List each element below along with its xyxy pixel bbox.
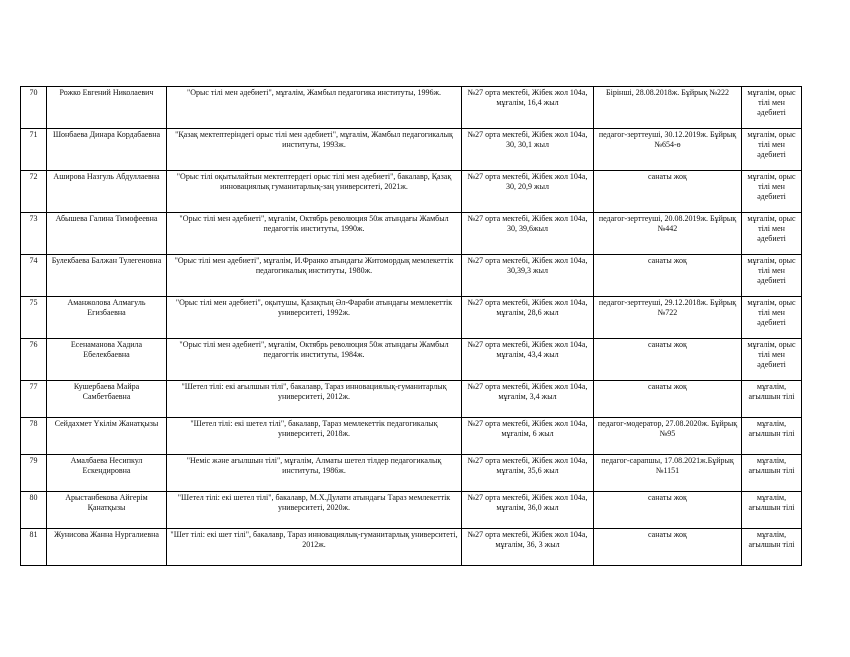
table-row <box>21 213 802 255</box>
table-row <box>21 492 802 529</box>
education-cell: "Шетел тілі: екі шетел тілі", бакалавр, М.Х.Дулати атындағы Тараз мемлекеттік университеті, 2020ж. <box>167 492 462 529</box>
category-cell: санаты жоқ <box>594 255 742 297</box>
workplace-cell: №27 орта мектебі, Жібек жол 104а, мұғалім, 36,0 жыл <box>462 492 594 529</box>
education-cell: "Неміс және ағылшын тілі", мұғалім, Алматы шетел тілдер педагогикалық институты, 1986ж. <box>167 455 462 492</box>
workplace-cell: №27 орта мектебі, Жібек жол 104а, мұғалім, 6 жыл <box>462 418 594 455</box>
education-cell: "Шет тілі: екі шет тілі", бакалавр, Тараз инновациялық-гуманитарлық университеті, 2012ж. <box>167 529 462 566</box>
name-cell: Шонбаева Динара Кордабаевна <box>47 129 167 171</box>
education-cell: "Қазақ мектептеріндегі орыс тілі мен әдебиеті", мұғалім, Жамбыл педагогикалық институты, 1993ж. <box>167 129 462 171</box>
position-cell: мұғалім, орыс тілі мен әдебиеті <box>742 171 802 213</box>
table-row <box>21 418 802 455</box>
row-number-cell: 77 <box>21 381 47 418</box>
workplace-cell: №27 орта мектебі, Жібек жол 104а, мұғалім, 28,6 жыл <box>462 297 594 339</box>
row-number-cell: 70 <box>21 87 47 129</box>
table-body <box>21 87 802 566</box>
row-number-cell: 76 <box>21 339 47 381</box>
table-row <box>21 297 802 339</box>
workplace-cell: №27 орта мектебі, Жібек жол 104а, мұғалім, 43,4 жыл <box>462 339 594 381</box>
workplace-cell: №27 орта мектебі, Жібек жол 104а, мұғалім, 35,6 жыл <box>462 455 594 492</box>
education-cell: "Орыс тілі мен әдебиеті", мұғалім, И.Франко атындағы Житомордық мемлекеттік педагогикалық институты, 1980ж. <box>167 255 462 297</box>
workplace-cell: №27 орта мектебі, Жібек жол 104а, 30, 39,6жыл <box>462 213 594 255</box>
table-row <box>21 171 802 213</box>
row-number-cell: 80 <box>21 492 47 529</box>
name-cell: Аширова Назгуль Абдуллаевна <box>47 171 167 213</box>
name-cell: Амалбаева Несипкул Ескендировна <box>47 455 167 492</box>
category-cell: педагог-модератор, 27.08.2020ж. Бұйрық №95 <box>594 418 742 455</box>
position-cell: мұғалім, ағылшын тілі <box>742 418 802 455</box>
name-cell: Кушербаева Майра Самбетбаевна <box>47 381 167 418</box>
education-cell: "Орыс тілі мен әдебиеті", мұғалім, Жамбыл педагогика институты, 1996ж. <box>167 87 462 129</box>
category-cell: санаты жоқ <box>594 171 742 213</box>
row-number-cell: 81 <box>21 529 47 566</box>
name-cell: Жунисова Жанна Нургалиевна <box>47 529 167 566</box>
position-cell: мұғалім, орыс тілі мен әдебиеті <box>742 339 802 381</box>
category-cell: санаты жоқ <box>594 529 742 566</box>
table-row <box>21 129 802 171</box>
workplace-cell: №27 орта мектебі, Жібек жол 104а, мұғалім, 16,4 жыл <box>462 87 594 129</box>
name-cell: Булекбаева Балжан Тулегеновна <box>47 255 167 297</box>
row-number-cell: 73 <box>21 213 47 255</box>
category-cell: педагог-зерттеуші, 30.12.2019ж. Бұйрық №654-ө <box>594 129 742 171</box>
position-cell: мұғалім, ағылшын тілі <box>742 529 802 566</box>
category-cell: Бірінші, 28.08.2018ж. Бұйрық №222 <box>594 87 742 129</box>
education-cell: "Орыс тілі мен әдебиеті", оқытушы, Қазақтың Әл-Фараби атындағы мемлекеттік университеті, 1992ж. <box>167 297 462 339</box>
workplace-cell: №27 орта мектебі, Жібек жол 104а, мұғалім, 36, 3 жыл <box>462 529 594 566</box>
education-cell: "Шетел тілі: екі ағылшын тілі", бакалавр, Тараз инновациялық-гуманитарлық университеті, 2012ж. <box>167 381 462 418</box>
category-cell: педагог-зерттеуші, 29.12.2018ж. Бұйрық №722 <box>594 297 742 339</box>
staff-table <box>20 86 802 566</box>
position-cell: мұғалім, орыс тілі мен әдебиеті <box>742 87 802 129</box>
education-cell: "Орыс тілі мен әдебиеті", мұғалім, Октябрь революция 50ж атындағы Жамбыл педагогтік институты, 1984ж. <box>167 339 462 381</box>
name-cell: Абышева Галина Тимофеевна <box>47 213 167 255</box>
row-number-cell: 71 <box>21 129 47 171</box>
table-row <box>21 87 802 129</box>
table-row <box>21 255 802 297</box>
category-cell: санаты жоқ <box>594 492 742 529</box>
workplace-cell: №27 орта мектебі, Жібек жол 104а, 30, 30,1 жыл <box>462 129 594 171</box>
position-cell: мұғалім, орыс тілі мен әдебиеті <box>742 297 802 339</box>
row-number-cell: 79 <box>21 455 47 492</box>
table-row <box>21 339 802 381</box>
education-cell: "Орыс тілі мен әдебиеті", мұғалім, Октябрь революция 50ж атындағы Жамбыл педагогтік институты, 1990ж. <box>167 213 462 255</box>
row-number-cell: 75 <box>21 297 47 339</box>
category-cell: санаты жоқ <box>594 339 742 381</box>
name-cell: Арыстанбекова Айгерім Қанатқызы <box>47 492 167 529</box>
row-number-cell: 78 <box>21 418 47 455</box>
category-cell: педагог-сарапшы, 17.08.2021ж.Бұйрық №1151 <box>594 455 742 492</box>
workplace-cell: №27 орта мектебі, Жібек жол 104а, 30,39,3 жыл <box>462 255 594 297</box>
category-cell: педагог-зерттеуші, 20.08.2019ж. Бұйрық №442 <box>594 213 742 255</box>
workplace-cell: №27 орта мектебі, Жібек жол 104а, 30, 20,9 жыл <box>462 171 594 213</box>
education-cell: "Орыс тілі оқытылайтын мектептердегі орыс тілі мен әдебиеті", бакалавр, Қазақ инновациялық гуманитарлық-заң университеті, 2021ж. <box>167 171 462 213</box>
row-number-cell: 72 <box>21 171 47 213</box>
position-cell: мұғалім, ағылшын тілі <box>742 455 802 492</box>
name-cell: Есенаманова Хадила Ебелекбаевна <box>47 339 167 381</box>
table-row <box>21 455 802 492</box>
category-cell: санаты жоқ <box>594 381 742 418</box>
position-cell: мұғалім, орыс тілі мен әдебиеті <box>742 129 802 171</box>
name-cell: Аманжолова Алмагуль Егизбаевна <box>47 297 167 339</box>
position-cell: мұғалім, ағылшын тілі <box>742 381 802 418</box>
table-row <box>21 381 802 418</box>
position-cell: мұғалім, орыс тілі мен әдебиеті <box>742 213 802 255</box>
workplace-cell: №27 орта мектебі, Жібек жол 104а, мұғалім, 3,4 жыл <box>462 381 594 418</box>
name-cell: Рожко Евгений Николаевич <box>47 87 167 129</box>
row-number-cell: 74 <box>21 255 47 297</box>
name-cell: Сейдахмет Үкілім Жанатқызы <box>47 418 167 455</box>
education-cell: "Шетел тілі: екі шетел тілі", бакалавр, Тараз мемлекеттік педагогикалық университеті, 2018ж. <box>167 418 462 455</box>
position-cell: мұғалім, ағылшын тілі <box>742 492 802 529</box>
table-row <box>21 529 802 566</box>
position-cell: мұғалім, орыс тілі мен әдебиеті <box>742 255 802 297</box>
